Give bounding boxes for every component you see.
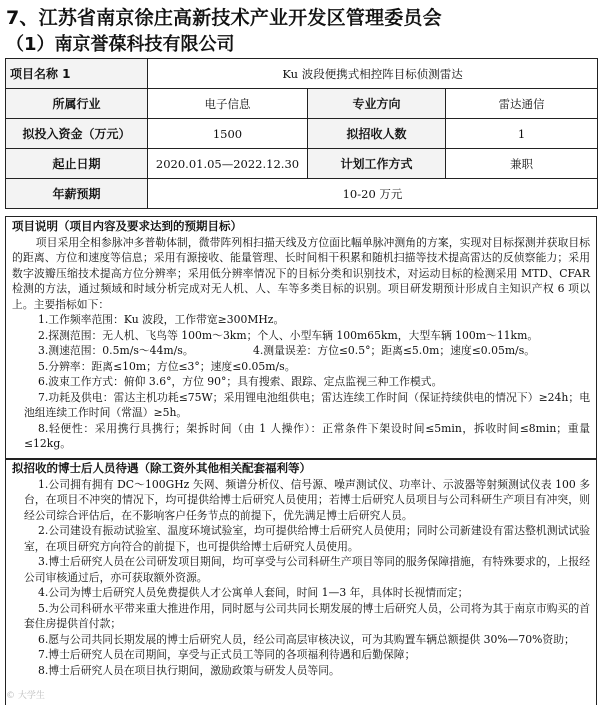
salary-label: 年薪预期: [6, 179, 148, 209]
direction-value: 雷达通信: [446, 89, 598, 119]
table-row: [6, 59, 598, 89]
investment-label: 拟投入资金（万元）: [6, 119, 148, 149]
work-mode-label: 计划工作方式: [308, 149, 446, 179]
list-item: 6.波束工作方式：俯仰 3.6°，方位 90°；具有搜索、跟踪、定点监视三种工作模式。: [6, 374, 596, 390]
recruit-value: 1: [446, 119, 598, 149]
description-title: 项目说明（项目内容及要求达到的预期目标）: [6, 217, 596, 235]
list-item: 2.探测范围：无人机、飞鸟等 100m～3km；个人、小型车辆 100m65km，大型车辆 100m～11km。: [6, 328, 596, 344]
description-intro: 项目采用全相参脉冲多普勒体制，微带阵列相扫描天线及方位面比幅单脉冲测角的方案，实现对目标探测并获取目标的距离、方位和速度等信息；采用有源接收、能量管理、长时间相干积累和随机扫描等技术提高雷达的反侦察能力；采用数字波瓣压缩技术提高方位分辨率；采用低分辨率情况下的目标分类和识别技术，对运动目标的检测采用 MTD、CFAR 检测的方法，通过频域和时域分析完成对无人机、人、车等多类目标的识别。项目研发期预计形成自主知识产权 6 项以上。主要指标如下：: [6, 235, 596, 313]
page-heading: 7、江苏省南京徐庄高新技术产业开发区管理委员会: [6, 3, 442, 30]
list-item: 3.博士后研究人员在公司研发项目期间，均可享受与公司科研生产项目等同的服务保障措施，有特殊要求的，上报经公司审核通过后，亦可获取额外资源。: [6, 554, 596, 585]
industry-label: 所属行业: [6, 89, 148, 119]
list-item: 6.愿与公司共同长期发展的博士后研究人员，经公司高层审核决议，可为其购置车辆总额提供 30%—70%资助；: [6, 632, 596, 648]
table-row: [6, 149, 598, 179]
list-item: 7.博士后研究人员在司期间，享受与正式员工等同的各项福利待遇和后勤保障；: [6, 647, 596, 663]
table-row: [6, 179, 598, 209]
recruit-label: 拟招收人数: [308, 119, 446, 149]
dates-label: 起止日期: [6, 149, 148, 179]
list-item: 2.公司建设有振动试验室、温度环境试验室，均可提供给博士后研究人员使用；同时公司新建设有雷达整机测试试验室，在项目研究方向符合的前提下，也可提供给博士后研究人员使用。: [6, 523, 596, 554]
project-description-section: [5, 216, 597, 460]
table-row: [6, 89, 598, 119]
company-title: （1）南京誉葆科技有限公司: [6, 30, 235, 56]
investment-value: 1500: [148, 119, 308, 149]
salary-value: 10-20 万元: [148, 179, 598, 209]
dates-value: 2020.01.05—2022.12.30: [148, 149, 308, 179]
table-row: [6, 119, 598, 149]
benefits-title: 拟招收的博士后人员待遇（除工资外其他相关配套福利等）: [6, 459, 596, 477]
list-item: 1.公司拥有拥有 DC～100GHz 矢网、频谱分析仪、信号源、噪声测试仪、功率计、示波器等射频测试仪表 100 多台，在项目不冲突的情况下，均可提供给博士后研究人员使用；若博士后研究人员项目与公司科研生产项目有冲突，则经公司综合评估后，在不影响客户任务节点的前提下，优先满足博士后研究人员。: [6, 477, 596, 524]
project-info-table: [5, 58, 598, 209]
list-item: 8.轻便性：采用携行具携行；架拆时间（由 1 人操作）：正常条件下架设时间≤5min，拆收时间≤8min；重量≤12kg。: [6, 421, 596, 452]
list-item: 7.功耗及供电：雷达主机功耗≤75W；采用锂电池组供电；雷达连续工作时间（保证持续供电的情况下）≥24h；电池组连续工作时间（常温）≥5h。: [6, 390, 596, 421]
list-item: 5.分辨率：距离≤10m；方位≤3°；速度≤0.05m/s。: [6, 359, 596, 375]
direction-label: 专业方向: [308, 89, 446, 119]
industry-value: 电子信息: [148, 89, 308, 119]
list-item: 5.为公司科研水平带来重大推进作用，同时愿与公司共同长期发展的博士后研究人员，公司将为其于南京市购买的首套住房提供首付款；: [6, 601, 596, 632]
project-name-value: Ku 波段便携式相控阵目标侦测雷达: [148, 59, 598, 89]
list-item: 4.公司为博士后研究人员免费提供人才公寓单人套间，时间 1—3 年，具体时长视情而定；: [6, 585, 596, 601]
list-item: 3.测速范围：0.5m/s～44m/s。 4.测量误差：方位≤0.5°；距离≤5.0m；速度≤0.05m/s。: [6, 343, 596, 359]
watermark: © 大学生: [6, 688, 45, 701]
work-mode-value: 兼职: [446, 149, 598, 179]
list-item: 1.工作频率范围：Ku 波段，工作带宽≥300MHz。: [6, 312, 596, 328]
project-name-label: 项目名称 1: [6, 59, 148, 89]
benefits-section: [5, 458, 597, 705]
list-item: 8.博士后研究人员在项目执行期间，激励政策与研发人员等同。: [6, 663, 596, 679]
